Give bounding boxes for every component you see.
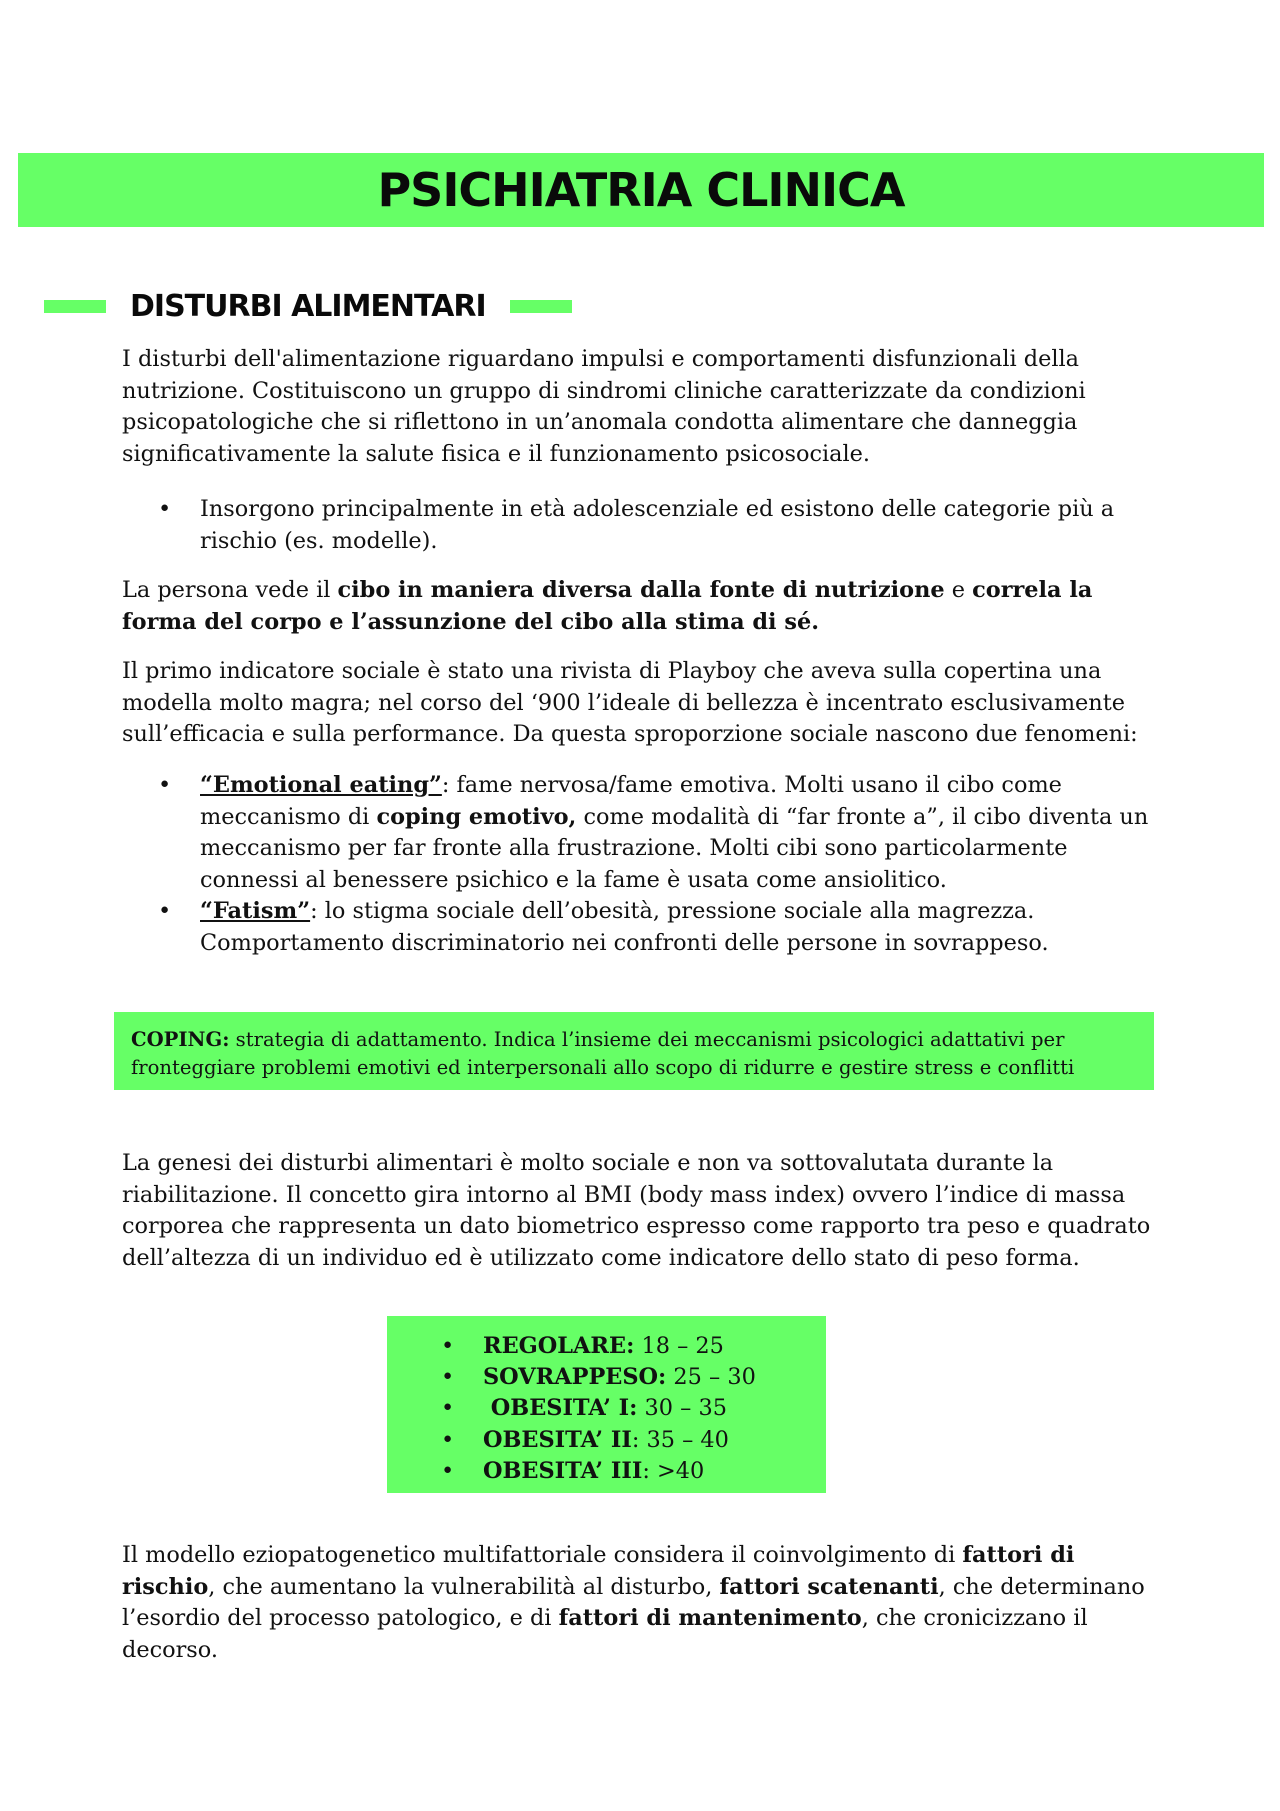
onset-list xyxy=(122,494,1182,557)
intro-line: I disturbi dell'alimentazione riguardano impulsi e comportamenti disfunzionali della xyxy=(122,346,1080,372)
list-item-fatism: • “Fatism”: lo stigma sociale dell’obesità, pressione sociale alla magrezza. Comportamento discriminatorio nei confronti delle persone in sovrappeso. xyxy=(122,896,1182,959)
page-title: PSICHIATRIA CLINICA xyxy=(377,163,905,217)
bmi-item-obesity-2: • OBESITA’ II: 35 – 40 xyxy=(387,1425,826,1456)
heading-dash-left xyxy=(44,300,106,313)
bmi-paragraph: La genesi dei disturbi alimentari è molto sociale e non va sottovalutata durante la riabilitazione. Il concetto gira intorno al BMI (body mass index) ovvero l’indice di massa corporea che rappresenta un dato biometrico espresso come rapporto tra peso e quadrato dell’altezza di un individuo ed è utilizzato come indicatore dello stato di peso forma. xyxy=(122,1150,1151,1271)
section-heading xyxy=(44,286,572,326)
bmi-list xyxy=(387,1331,826,1487)
bmi-ranges-box xyxy=(387,1316,826,1493)
title-banner xyxy=(18,153,1264,227)
bmi-item-overweight: • SOVRAPPESO: 25 – 30 xyxy=(387,1362,826,1393)
intro-paragraph xyxy=(122,344,1182,470)
intro-line: significativamente la salute fisica e il funzionamento psicosociale. xyxy=(122,440,871,467)
phenomena-list xyxy=(122,770,1182,959)
bmi-item-obesity-1: • OBESITA’ I: 30 – 35 xyxy=(387,1393,826,1424)
intro-line: psicopatologiche che si riflettono in un’anomala condotta alimentare che danneggia xyxy=(122,409,1078,435)
intro-line: nutrizione. Costituiscono un gruppo di sindromi cliniche caratterizzate da condizioni xyxy=(122,377,1086,404)
list-item-emotional-eating: • “Emotional eating”: fame nervosa/fame emotiva. Molti usano il cibo come meccanismo di coping emotivo, come modalità di “far fronte a”, il cibo diventa un meccanismo per far fronte alla frustrazione. Molti cibi sono particolarmente connessi al benessere psichico e la fame è usata come ansiolitico. xyxy=(122,770,1182,896)
heading-dash-right xyxy=(510,300,572,313)
list-item: • Insorgono principalmente in età adolescenziale ed esistono delle categorie più a rischio (es. modelle). xyxy=(122,494,1182,557)
bmi-item-obesity-3: • OBESITA’ III: >40 xyxy=(387,1456,826,1487)
social-paragraph: Il primo indicatore sociale è stato una rivista di Playboy che aveva sulla copertina una modella molto magra; nel corso del ‘900 l’ideale di bellezza è incentrato esclusivamente sull’efficacia e sulla performance. Da questa sproporzione sociale nascono due fenomeni: xyxy=(122,658,1138,747)
coping-definition-box: COPING: strategia di adattamento. Indica l’insieme dei meccanismi psicologici adattativi per fronteggiare problemi emotivi ed interpersonali allo scopo di ridurre e gestire stress e conflitti xyxy=(114,1012,1154,1090)
perception-paragraph: La persona vede il cibo in maniera diversa dalla fonte di nutrizione e correla la forma del corpo e l’assunzione del cibo alla stima di sé. xyxy=(122,577,1093,635)
model-paragraph: Il modello eziopatogenetico multifattoriale considera il coinvolgimento di fattori di rischio, che aumentano la vulnerabilità al disturbo, fattori scatenanti, che determinano l’esordio del processo patologico, e di fattori di mantenimento, che cronicizzano il decorso. xyxy=(122,1542,1145,1663)
section-title: DISTURBI ALIMENTARI xyxy=(130,288,486,324)
bmi-item-regular: • REGOLARE: 18 – 25 xyxy=(387,1331,826,1362)
